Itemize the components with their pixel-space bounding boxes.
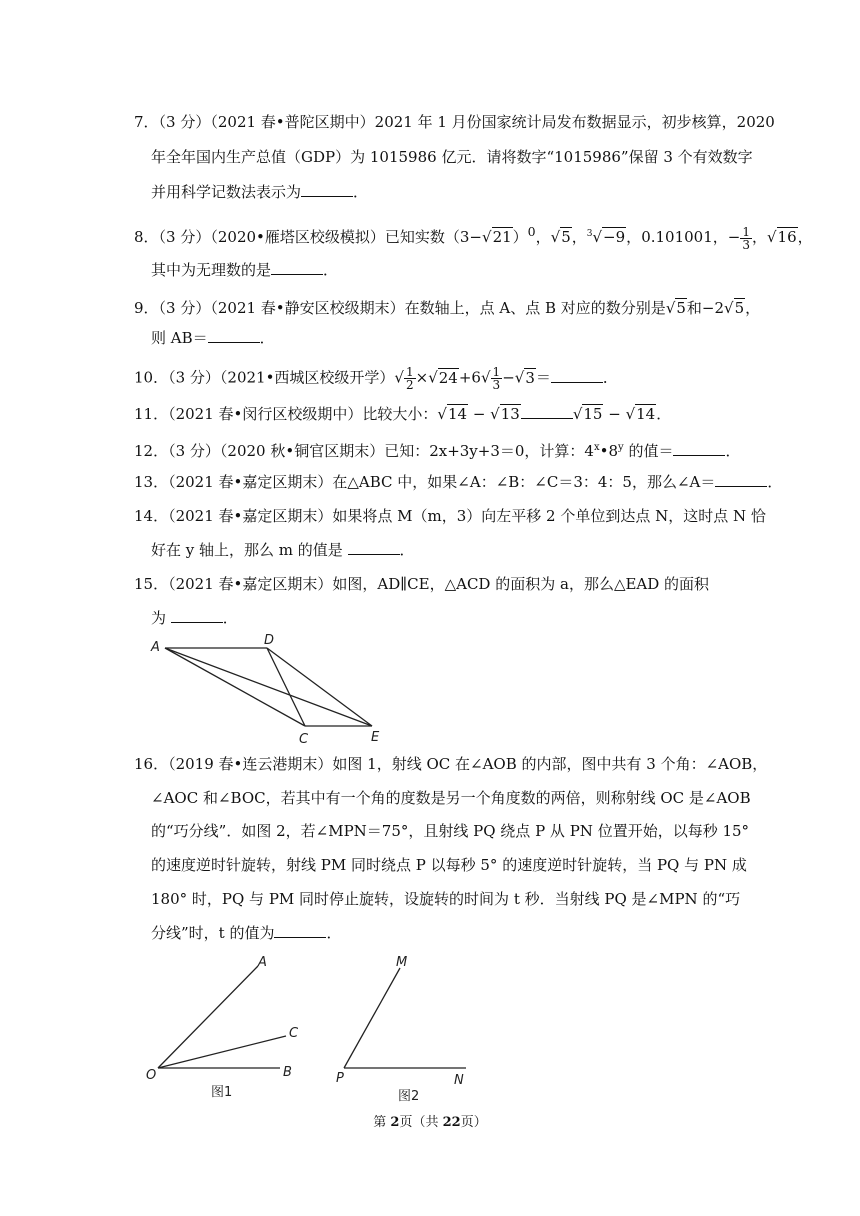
answer-blank[interactable] [673,441,725,456]
answer-blank[interactable] [715,472,767,487]
label-a: A [258,955,267,970]
q16-line1: 16．（2019 春•连云港期末）如图 1，射线 OC 在∠AOB 的内部，图中共有 3 个角：∠AOB， [134,755,768,773]
q14-line2: 好在 y 轴上，那么 m 的值是 ． [151,541,415,559]
figure1-caption: 图1 [211,1085,233,1100]
total-pages: 22 [442,1115,461,1130]
q7-line2: 年全年国内生产总值（GDP）为 1015986 亿元．请将数字“1015986”保留 3 个有效数字 [151,148,753,166]
page-number: 2 [390,1115,400,1130]
q16-line6: 分线”时，t 的值为 ． [151,924,342,942]
q16-figure1 [146,952,306,1102]
label-p: P [336,1071,344,1086]
q7-line1: 7．（3 分）（2021 春•普陀区期中）2021 年 1 月份国家统计局发布数据显示，初步核算，2020 [134,113,775,131]
label-e: E [371,730,380,745]
q9-line1: 9．（3 分）（2021 春•静安区校级期末）在数轴上，点 A、点 B 对应的数分别是√5和−2√5， [134,299,761,317]
label-b: B [283,1065,292,1080]
q16-line5: 180° 时，PQ 与 PM 同时停止旋转，设旋转的时间为 t 秒．当射线 PQ 是∠MPN 的“巧 [151,890,741,908]
answer-blank[interactable] [551,368,603,383]
q16-figure2 [330,950,480,1105]
label-n: N [454,1073,464,1088]
answer-blank[interactable] [348,540,400,555]
label-c: C [289,1026,299,1041]
q14-line1: 14．（2021 春•嘉定区期末）如果将点 M（m，3）向左平移 2 个单位到达点 N，这时点 N 恰 [134,507,766,525]
q13-line: 13．（2021 春•嘉定区期末）在△ABC 中，如果∠A：∠B：∠C＝3：4：5，那么∠A＝ ． [134,473,783,491]
label-d: D [264,633,275,648]
q15-line1: 15．（2021 春•嘉定区期末）如图，AD∥CE，△ACD 的面积为 a，那么△EAD 的面积 [134,575,710,593]
q15-line2: 为 ． [151,609,238,627]
answer-blank[interactable] [271,260,323,275]
q7-line3: 并用科学记数法表示为 ． [151,183,369,201]
q8-line2: 其中为无理数的是 ． [151,261,339,279]
label-a: A [151,640,160,655]
figure2-caption: 图2 [398,1089,420,1104]
answer-blank[interactable] [171,608,223,623]
q11-line: 11．（2021 春•闵行区校级期中）比较大小：√14 − √13 √15 − √14． [134,405,672,423]
q15-figure [140,632,400,747]
answer-blank[interactable] [521,404,573,419]
q10-line: 10．（3 分）（2021•西城区校级开学）√ $\frac{1}{2}$ ×√24+6√ $\frac{1}{3}$ −√3＝ ． [134,365,618,392]
q16-line2: ∠AOC 和∠BOC，若其中有一个角的度数是另一个角度数的两倍，则称射线 OC 是∠AOB [151,789,751,807]
q16-line3: 的“巧分线”．如图 2，若∠MPN＝75°，且射线 PQ 绕点 P 从 PN 位置开始，以每秒 15° [151,822,750,840]
q9-line2: 则 AB＝ ． [151,329,275,347]
label-o: O [146,1068,157,1083]
label-c: C [299,732,309,747]
q16-line4: 的速度逆时针旋转，射线 PM 同时绕点 P 以每秒 5° 的速度逆时针旋转，当 PQ 与 PN 成 [151,856,747,874]
answer-blank[interactable] [301,182,353,197]
q12-line: 12．（3 分）（2020 秋•铜官区期末）已知：2x+3y+3＝0，计算：4$^x$•8$^y$ 的值＝ ． [134,442,741,460]
answer-blank[interactable] [274,923,326,938]
q8-line1: 8．（3 分）（2020•雁塔区校级模拟）已知实数$(3-√21)^0$，√5，$^3$√−9，0.101001，− $\frac{1}{3}$ ，√16， [134,224,813,252]
label-m: M [396,955,408,970]
answer-blank[interactable] [208,328,260,343]
page-footer: 第 2页（共 22页） [373,1115,487,1130]
